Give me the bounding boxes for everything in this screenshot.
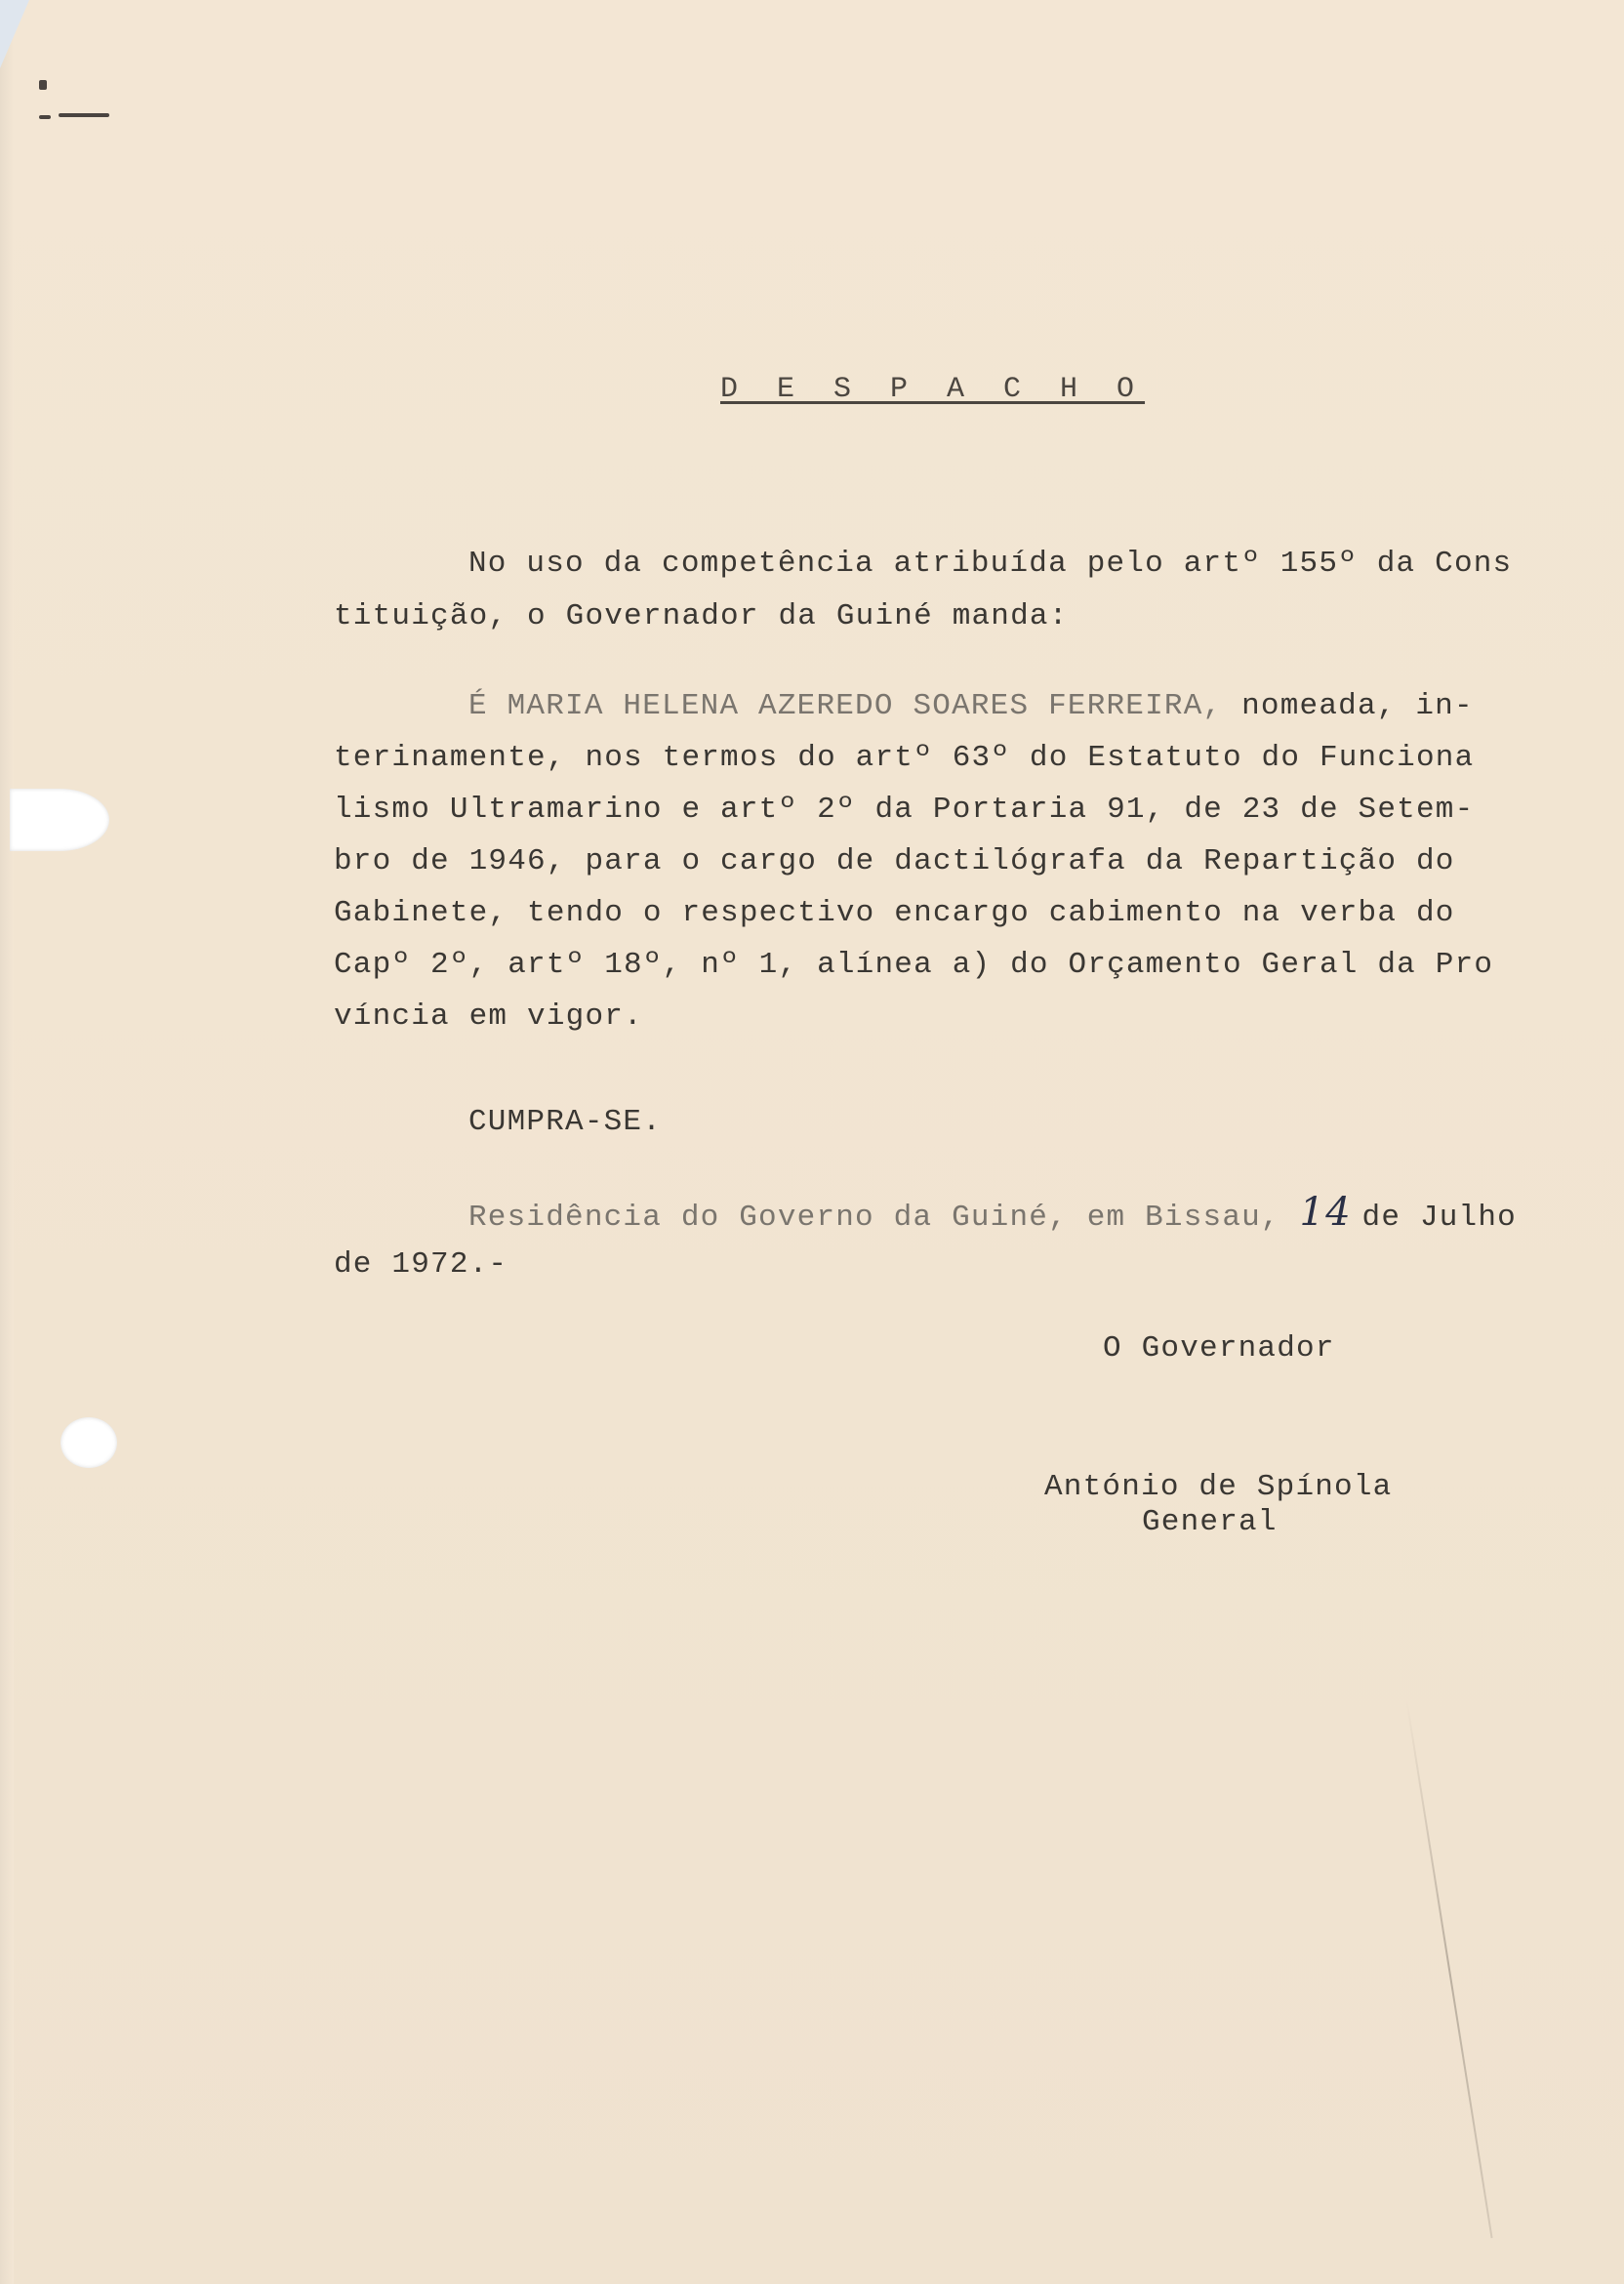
paragraph-1-line-2: tituição, o Governador da Guiné manda: bbox=[334, 599, 1069, 633]
appointee-name: É MARIA HELENA AZEREDO SOARES FERREIRA, bbox=[468, 689, 1223, 723]
handwritten-day: 14 bbox=[1299, 1190, 1352, 1235]
appointee-status: nomeada, in- bbox=[1222, 689, 1474, 723]
scan-edge bbox=[0, 0, 14, 2284]
paper-crease bbox=[1405, 1698, 1493, 2238]
page-corner bbox=[0, 0, 29, 68]
closing-place: Residência do Governo da Guiné, em Bissau, bbox=[468, 1201, 1280, 1235]
paragraph-1-line-1: No uso da competência atribuída pelo artº 155º da Cons bbox=[468, 547, 1513, 581]
punch-hole bbox=[10, 789, 109, 851]
closing-line-1 bbox=[468, 1190, 1517, 1238]
ink-speck bbox=[59, 113, 109, 117]
paragraph-2-line-2: terinamente, nos termos do artº 63º do Estatuto do Funciona bbox=[334, 741, 1475, 775]
punch-hole bbox=[61, 1417, 117, 1468]
paragraph-2-line-7: víncia em vigor. bbox=[334, 999, 643, 1034]
signature-name: António de Spínola bbox=[1044, 1470, 1393, 1504]
signature-role: O Governador bbox=[1103, 1331, 1335, 1366]
closing-line-2: de 1972.- bbox=[334, 1247, 508, 1282]
closing-month: de Julho bbox=[1361, 1201, 1517, 1235]
paragraph-2-line-3: lismo Ultramarino e artº 2º da Portaria 91, de 23 de Setem- bbox=[334, 793, 1475, 827]
ink-speck bbox=[39, 115, 51, 119]
paragraph-2-line-6: Capº 2º, artº 18º, nº 1, alínea a) do Orçamento Geral da Pro bbox=[334, 948, 1494, 982]
paragraph-2-line-1 bbox=[468, 687, 1474, 726]
document-title: D E S P A C H O bbox=[720, 373, 1146, 406]
ink-speck bbox=[39, 80, 47, 90]
cumpra-se: CUMPRA-SE. bbox=[468, 1105, 663, 1139]
paragraph-2-line-5: Gabinete, tendo o respectivo encargo cabimento na verba do bbox=[334, 896, 1455, 930]
paragraph-2-line-4: bro de 1946, para o cargo de dactilógrafa da Repartição do bbox=[334, 844, 1455, 878]
signature-rank: General bbox=[1142, 1505, 1278, 1539]
